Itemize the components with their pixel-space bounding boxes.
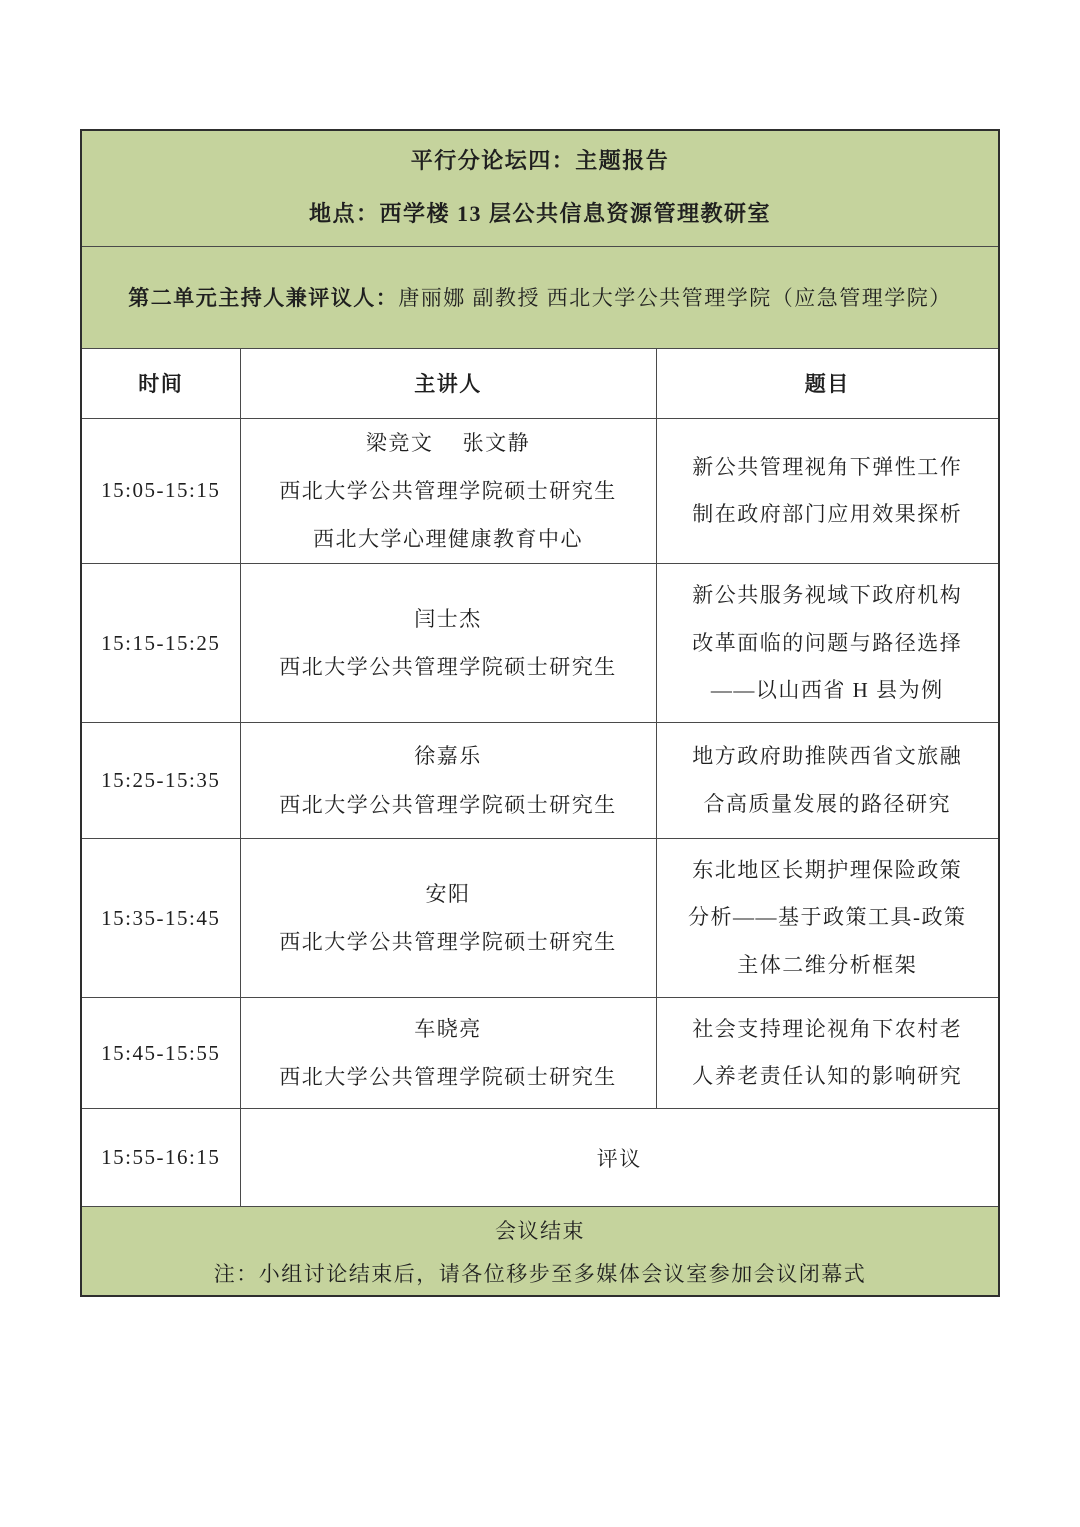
column-header-time: 时间 <box>81 348 240 418</box>
footer-row <box>81 1207 999 1296</box>
session-row <box>81 418 999 564</box>
review-row <box>81 1109 999 1207</box>
speaker-line: 西北大学心理健康教育中心 <box>313 527 583 552</box>
session-row <box>81 997 999 1109</box>
speaker-line: 西北大学公共管理学院硕士研究生 <box>279 792 617 817</box>
session-time: 15:05-15:15 <box>81 418 240 564</box>
speaker-line: 安阳 <box>425 881 471 906</box>
meeting-end-text: 会议结束 <box>495 1218 585 1243</box>
host-cell <box>81 246 999 348</box>
session-row <box>81 723 999 839</box>
conference-schedule-table <box>80 129 1000 1297</box>
session-speaker <box>240 564 656 723</box>
speaker-line: 梁竞文 张文静 <box>365 430 531 455</box>
host-value: 唐丽娜 副教授 西北大学公共管理学院（应急管理学院） <box>398 286 952 310</box>
review-time: 15:55-16:15 <box>81 1109 240 1207</box>
speaker-line: 西北大学公共管理学院硕士研究生 <box>279 930 617 955</box>
forum-header-row <box>81 130 999 246</box>
speaker-line: 西北大学公共管理学院硕士研究生 <box>279 655 617 680</box>
closing-note: 注：小组讨论结束后，请各位移步至多媒体会议室参加会议闭幕式 <box>213 1262 867 1287</box>
session-topic: 社会支持理论视角下农村老人养老责任认知的影响研究 <box>656 997 999 1109</box>
column-header-speaker: 主讲人 <box>240 348 656 418</box>
speaker-line: 徐嘉乐 <box>414 744 482 769</box>
session-speaker <box>240 997 656 1109</box>
session-topic: 地方政府助推陕西省文旅融合高质量发展的路径研究 <box>656 723 999 839</box>
speaker-line: 西北大学公共管理学院硕士研究生 <box>279 1065 617 1090</box>
session-topic: 新公共服务视域下政府机构改革面临的问题与路径选择——以山西省 H 县为例 <box>656 564 999 723</box>
forum-title: 平行分论坛四：主题报告 <box>410 148 670 174</box>
session-speaker <box>240 418 656 564</box>
column-header-row <box>81 348 999 418</box>
session-row <box>81 839 999 998</box>
session-speaker <box>240 723 656 839</box>
forum-header-cell <box>81 130 999 246</box>
session-time: 15:35-15:45 <box>81 839 240 998</box>
speaker-line: 闫士杰 <box>414 606 482 631</box>
session-time: 15:25-15:35 <box>81 723 240 839</box>
column-header-title: 题目 <box>656 348 999 418</box>
session-row <box>81 564 999 723</box>
footer-cell <box>81 1207 999 1296</box>
forum-location: 地点：西学楼 13 层公共信息资源管理教研室 <box>308 201 771 227</box>
host-row <box>81 246 999 348</box>
session-speaker <box>240 839 656 998</box>
review-label: 评议 <box>240 1109 999 1207</box>
host-label: 第二单元主持人兼评议人： <box>128 286 399 310</box>
speaker-line: 西北大学公共管理学院硕士研究生 <box>279 478 617 503</box>
session-topic: 新公共管理视角下弹性工作制在政府部门应用效果探析 <box>656 418 999 564</box>
speaker-line: 车晓亮 <box>414 1016 482 1041</box>
session-time: 15:15-15:25 <box>81 564 240 723</box>
session-topic: 东北地区长期护理保险政策分析——基于政策工具-政策主体二维分析框架 <box>656 839 999 998</box>
session-time: 15:45-15:55 <box>81 997 240 1109</box>
